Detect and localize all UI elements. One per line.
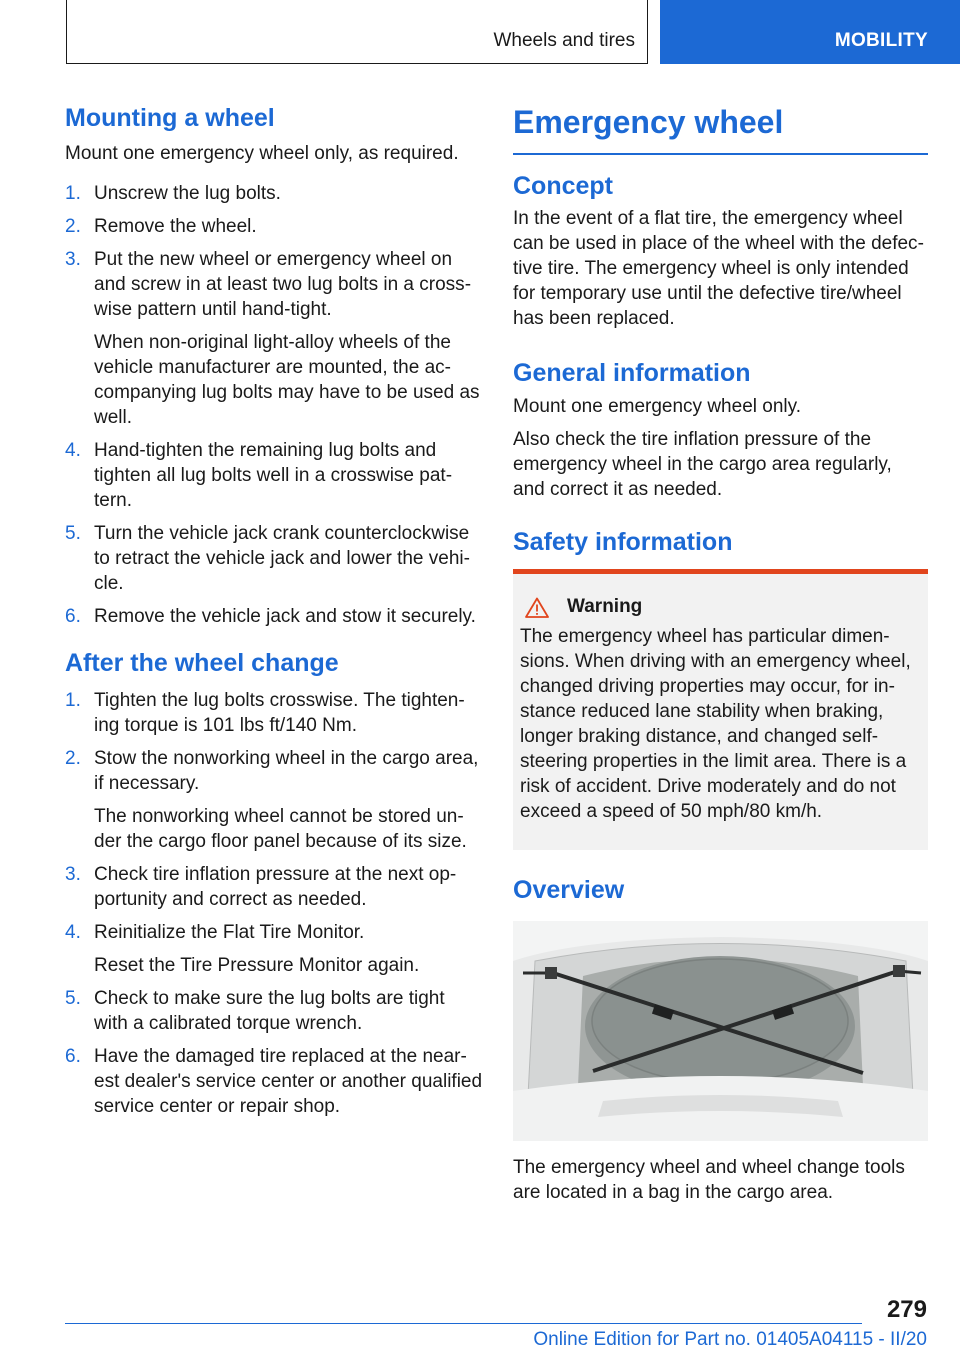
warning-box — [513, 569, 928, 850]
step-number: 1. — [65, 183, 81, 204]
header-chapter-tab — [660, 0, 960, 64]
step-text: Remove the wheel. — [94, 216, 257, 237]
step-text: Check tire inflation pressure at the next opportunity and correct as needed. — [94, 864, 457, 910]
overview-heading: Overview — [513, 876, 625, 904]
list-item — [65, 521, 483, 596]
warning-header — [520, 596, 920, 618]
step-note: When non-original light-alloy wheels of the vehicle manufacturer are mounted, the accompanying lug bolts may have to be used as well. — [94, 332, 480, 428]
emergency-wheel-image — [513, 921, 928, 1141]
list-item — [65, 247, 483, 430]
mounting-heading: Mounting a wheel — [65, 104, 275, 132]
step-number: 2. — [65, 748, 81, 769]
after-change-steps-list — [65, 688, 483, 1119]
step-number: 5. — [65, 523, 81, 544]
edition-info: Online Edition for Part no. 01405A04115 - II/20 — [533, 1329, 927, 1350]
step-text: Put the new wheel or emergency wheel on and screw in at least two lug bolts in a crosswise pattern until hand-tight. — [94, 249, 472, 320]
general-info-text-1: Mount one emergency wheel only. — [513, 396, 801, 417]
list-item — [65, 438, 483, 513]
step-text: Unscrew the lug bolts. — [94, 183, 281, 204]
after-change-heading: After the wheel change — [65, 649, 339, 677]
list-item — [65, 688, 483, 738]
step-text: Reinitialize the Flat Tire Monitor. — [94, 922, 365, 943]
step-text: Turn the vehicle jack crank counterclockwise to retract the vehicle jack and lower the vehicle. — [94, 523, 470, 594]
step-number: 3. — [65, 249, 81, 270]
heading-rule — [513, 153, 928, 155]
header-section-box — [66, 0, 648, 64]
step-number: 3. — [65, 864, 81, 885]
concept-text: In the event of a flat tire, the emergency wheel can be used in place of the wheel with the defective tire. The emergency wheel is only intended for temporary use until the defective tire/wheel has been replaced. — [513, 208, 924, 329]
emergency-wheel-heading: Emergency wheel — [513, 104, 784, 140]
step-number: 1. — [65, 690, 81, 711]
step-text: Have the damaged tire replaced at the nearest dealer's service center or another qualified service center or repair shop. — [94, 1046, 483, 1117]
general-info-heading: General information — [513, 359, 751, 387]
step-note: Reset the Tire Pressure Monitor again. — [94, 955, 420, 976]
page-number: 279 — [886, 1296, 927, 1323]
concept-heading: Concept — [513, 172, 613, 200]
general-info-text-2: Also check the tire inflation pressure of the emergency wheel in the cargo area regularly, and correct it as needed. — [513, 429, 892, 500]
step-number: 6. — [65, 606, 81, 627]
footer-rule — [65, 1323, 862, 1324]
step-number: 2. — [65, 216, 81, 237]
list-item — [65, 181, 483, 206]
warning-title: Warning — [567, 596, 643, 617]
mounting-intro: Mount one emergency wheel only, as required. — [65, 143, 459, 164]
warning-text: The emergency wheel has particular dimensions. When driving with an emergency wheel, changed driving properties may occur, for instance reduced lane stability when braking, longer braking distance, and changed self-steering properties in the limit area. There is a risk of accident. Drive moderately and do not exceed a speed of 50 mph/80 km/h. — [520, 626, 911, 822]
warning-triangle-icon — [525, 597, 549, 618]
step-text: Tighten the lug bolts crosswise. The tightening torque is 101 lbs ft/140 Nm. — [94, 690, 465, 736]
list-item — [65, 1044, 483, 1119]
safety-info-heading: Safety information — [513, 528, 733, 556]
list-item — [65, 746, 483, 854]
list-item — [65, 214, 483, 239]
mounting-steps-list — [65, 181, 483, 629]
step-text: Stow the nonworking wheel in the cargo area, if necessary. — [94, 748, 479, 794]
step-text: Hand-tighten the remaining lug bolts and tighten all lug bolts well in a crosswise pattern. — [94, 440, 453, 511]
step-number: 5. — [65, 988, 81, 1009]
step-number: 6. — [65, 1046, 81, 1067]
list-item — [65, 920, 483, 978]
list-item — [65, 862, 483, 912]
header-chapter-label: MOBILITY — [834, 30, 928, 51]
header-section-title: Wheels and tires — [493, 30, 635, 51]
list-item — [65, 604, 483, 629]
overview-caption: The emergency wheel and wheel change tools are located in a bag in the cargo area. — [513, 1157, 905, 1203]
step-note: The nonworking wheel cannot be stored under the cargo floor panel because of its size. — [94, 806, 467, 852]
list-item — [65, 986, 483, 1036]
step-number: 4. — [65, 440, 81, 461]
step-text: Check to make sure the lug bolts are tight with a calibrated torque wrench. — [94, 988, 445, 1034]
cargo-area-illustration — [513, 921, 928, 1141]
step-number: 4. — [65, 922, 81, 943]
step-text: Remove the vehicle jack and stow it securely. — [94, 606, 476, 627]
